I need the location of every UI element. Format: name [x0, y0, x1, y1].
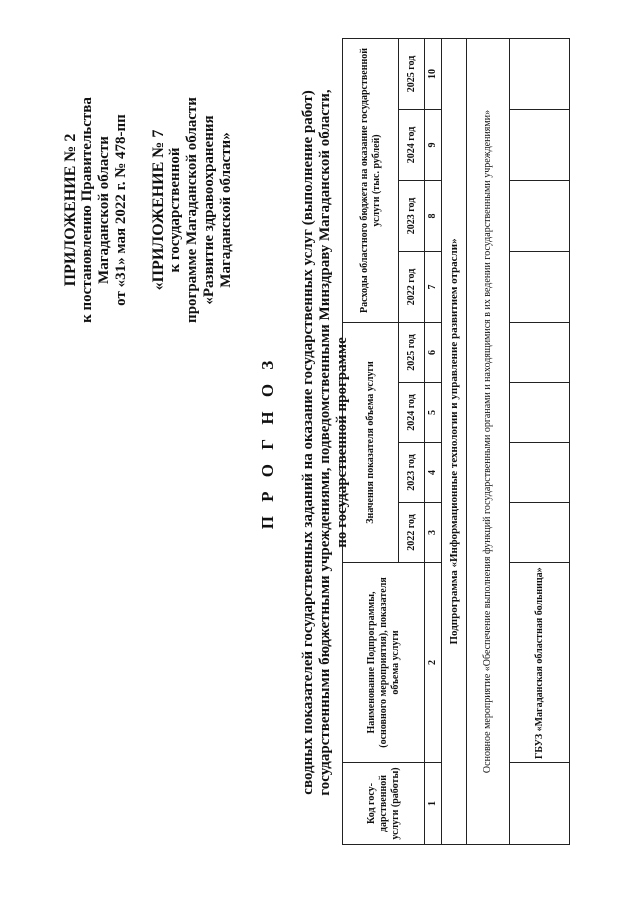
- heading-line-2: государственными бюджетными учреждениями, подведомственными Минздраву Магаданской области,: [317, 89, 333, 796]
- table-row: [510, 38, 570, 844]
- header-year-value: 2022 год: [399, 503, 425, 563]
- column-number: 1: [425, 763, 442, 845]
- heading-line-3: по государственной программе: [334, 337, 350, 548]
- header-year-expense: 2025 год: [399, 38, 425, 109]
- row-expense: [510, 38, 570, 109]
- main-activity-title: Основное мероприятие «Обеспечение выполнения функций государственными органами и находящимися в их ведении государственными учреждениями»: [467, 38, 510, 844]
- row-value: [510, 503, 570, 563]
- column-number: 2: [425, 563, 442, 763]
- annex-7-line: к государственной: [167, 147, 183, 273]
- annex-7-block: [150, 85, 235, 335]
- subprogram-title: Подпрограмма «Информационные технологии и управление развитием отрасли»: [442, 38, 467, 844]
- column-number: 10: [425, 38, 442, 109]
- header-year-expense: 2023 год: [399, 180, 425, 251]
- column-number-row: [425, 38, 442, 844]
- header-values-group: Значения показателя объема услуги: [343, 322, 399, 562]
- column-number: 5: [425, 383, 442, 443]
- row-expense: [510, 109, 570, 180]
- column-number: 8: [425, 180, 442, 251]
- column-number: 6: [425, 322, 442, 382]
- header-year-expense: 2024 год: [399, 109, 425, 180]
- annex-2-line: от «31» мая 2022 г. № 478-пп: [113, 114, 129, 306]
- forecast-table: [342, 38, 570, 845]
- header-code: Код госу-дарственной услуги (работы): [343, 763, 425, 845]
- header-expenses-group: Расходы областного бюджета на оказание государственной услуги (тыс. рублей): [343, 38, 399, 322]
- header-year-value: 2024 год: [399, 383, 425, 443]
- subprogram-row: [442, 38, 467, 844]
- row-name: ГБУЗ «Магаданская областная больница»: [510, 563, 570, 763]
- header-year-expense: 2022 год: [399, 251, 425, 322]
- row-code: [510, 763, 570, 845]
- row-value: [510, 443, 570, 503]
- row-value: [510, 383, 570, 443]
- annex-2-line: Магаданской области: [96, 136, 112, 284]
- main-activity-row: [467, 38, 510, 844]
- annex-2-line: к постановлению Правительства: [79, 97, 95, 323]
- row-expense: [510, 251, 570, 322]
- row-value: [510, 322, 570, 382]
- annex-2-block: [62, 85, 130, 335]
- row-expense: [510, 180, 570, 251]
- column-number: 4: [425, 443, 442, 503]
- annex-7-title: «ПРИЛОЖЕНИЕ № 7: [150, 129, 167, 291]
- heading-line-1: сводных показателей государственных заданий на оказание государственных услуг (выполнение работ): [300, 90, 316, 795]
- column-number: 7: [425, 251, 442, 322]
- header-year-value: 2023 год: [399, 443, 425, 503]
- heading-title: П Р О Г Н О З: [258, 355, 277, 530]
- annex-7-line: «Развитие здравоохранения: [201, 115, 217, 305]
- annex-7-line: программе Магаданской области: [184, 97, 200, 323]
- header-year-value: 2025 год: [399, 322, 425, 382]
- annex-2-title: ПРИЛОЖЕНИЕ № 2: [62, 133, 79, 287]
- column-number: 9: [425, 109, 442, 180]
- column-number: 3: [425, 503, 442, 563]
- header-name: Наименование Подпрограммы, (основного мероприятия), показателя объема услуги: [343, 563, 425, 763]
- annex-7-line: Магаданской области»: [218, 132, 234, 288]
- document-heading: [258, 40, 351, 845]
